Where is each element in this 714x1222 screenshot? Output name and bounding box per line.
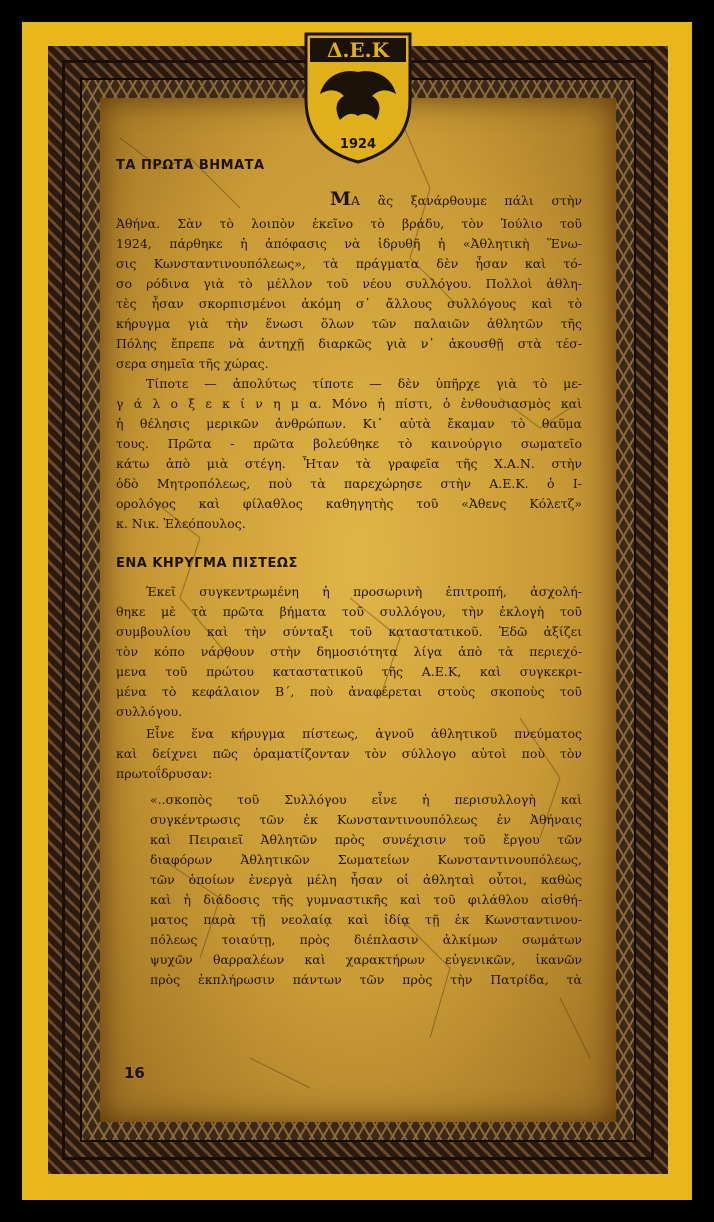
- text-line: πρωτοΐδρυσαν:: [116, 766, 213, 781]
- quote-line: συγκέντρωσις τῶν ἐκ Κωνσταντινουπόλεως ἐν Ἀθήναις: [150, 812, 582, 827]
- aek-logo: [300, 30, 416, 166]
- text-line: μένα τὸ κεφάλαιον Β´, ποὺ ἀναφέρεται στοὺς σκοποὺς τοῦ: [116, 684, 582, 699]
- quote-line: καὶ Πειραιεῖ Ἀθλητῶν πρὸς συνέχισιν τοῦ ἔργου τῶν: [150, 832, 582, 847]
- text-line: σις Κωνσταντινουπόλεως», τὰ πράγματα δὲν ἦσαν καὶ τό-: [116, 256, 582, 271]
- text-line: Τίποτε — ἀπολύτως τίποτε — δὲν ὑπῆρχε γιὰ τὸ με-: [146, 376, 582, 391]
- text-line: καὶ δείχνει πῶς ὁραματίζονταν τὸν σύλλογο αὐτοὶ ποὺ τὸν: [116, 746, 582, 761]
- text-line: ὁδὸ Μητροπόλεως, ποὺ τὰ παρεχώρησε στὴν Α.Ε.Κ. ὁ Ι-: [116, 476, 582, 491]
- text-line: Ἐκεῖ συγκεντρωμένη ἡ προσωρινὴ ἐπιτροπή, ἀσχολή-: [146, 584, 582, 599]
- text-line: κάτω ἀπὸ μιὰ στέγη. Ἦταν τὰ γραφεῖα τῆς Χ.Α.Ν. στὴν: [116, 456, 582, 471]
- text-line: συμβουλίου καὶ τὴν σύνταξι τοῦ καταστατικοῦ. Ἐδῶ ἀξίζει: [116, 624, 582, 639]
- text-line: ἡ θέλησις μερικῶν ἀνθρώπων. Κι᾿ αὐτὰ ἔκαμαν τὸ θαῦμα: [116, 416, 582, 431]
- text-line: κήρυγμα γιὰ τὴν ἕνωσι ὅλων τῶν παλαιῶν ἀθλητῶν τῆς: [116, 316, 582, 331]
- quote-line: πρὸς ἐκπλήρωσιν πάντων τῶν πρὸς τὴν Πατρίδα, τὰ: [150, 972, 582, 987]
- text-line: Εἶνε ἕνα κήρυγμα πίστεως, ἁγνοῦ ἀθλητικοῦ πνεύματος: [146, 726, 582, 741]
- first-line-text: Α ἂς ξανάρθουμε πάλι στὴν: [351, 193, 582, 208]
- text-line: κ. Νικ. Ἐλεόπουλος.: [116, 516, 246, 531]
- first-line: [330, 188, 582, 210]
- quote-line: πόλεως τοιαύτῃ, πρὸς διέπλασιν ἀλκίμων σωμάτων: [150, 932, 582, 947]
- text-line: σερα σημεῖα τῆς χώρας.: [116, 356, 269, 371]
- page-number: 16: [124, 1064, 145, 1082]
- text-line: σο ρόδινα γιὰ τὸ μέλλον τοῦ νέου συλλόγου. Πολλοὶ ἀθλη-: [116, 276, 582, 291]
- text-line: θηκε μὲ τὰ πρῶτα βήματα τοῦ συλλόγου, τὴν ἐκλογὴ τοῦ: [116, 604, 582, 619]
- quote-line: ματος παρὰ τῇ νεολαίᾳ καὶ ἰδίᾳ τῇ ἐκ Κωνσταντινου-: [150, 912, 582, 927]
- text-line: τὲς ἦσαν σκορπισμένοι ἀκόμη σ᾿ ἄλλους συλλόγους καὶ τὸ: [116, 296, 582, 311]
- text-line: ορολόγος καὶ φίλαθλος καθηγητὴς τοῦ «Ἀθενς Κόλετζ»: [116, 496, 582, 511]
- section-title-sermon-of-faith: ΕΝΑ ΚΗΡΥΓΜΑ ΠΙΣΤΕΩΣ: [116, 556, 298, 571]
- logo-year: 1924: [339, 137, 377, 152]
- quote-line: ψυχῶν θαρραλέων καὶ χαρακτήρων εὐγενικῶν, ἱκανῶν: [150, 952, 582, 967]
- text-line: 1924, πάρθηκε ἡ ἀπόφασις νὰ ἱδρυθῆ ἡ «Ἀθλητικὴ Ἕνω-: [116, 236, 582, 251]
- text-line: τὸν κόπο νάρθουν στὴν δημοσιότητα λίγα ἀπὸ τὰ περιεχό-: [116, 644, 582, 659]
- logo-letters: Δ.Ε.Κ: [326, 38, 390, 62]
- text-line: Ἀθήνα. Σὰν τὸ λοιπὸν ἐκεῖνο τὸ βράδυ, τὸν Ἰούλιο τοῦ: [116, 216, 582, 231]
- text-line: γ ά λ ο ξ ε κ ί ν η μ α. Μόνο ἡ πίστι, ὁ ἐνθουσιασμὸς καὶ: [116, 396, 582, 411]
- quote-line: καὶ ἡ διάδοσις τῆς γυμναστικῆς καὶ τοῦ φιλάθλου αἰσθή-: [150, 892, 582, 907]
- quote-line: διαφόρων Ἀθλητικῶν Σωματείων Κωνσταντινουπόλεως,: [150, 852, 582, 867]
- text-line: μενα τοῦ πρώτου καταστατικοῦ τῆς Α.Ε.Κ, καὶ συγκεκρι-: [116, 664, 582, 679]
- text-line: τους. Πρῶτα - πρῶτα βολεύθηκε τὸ καινούργιο σωματεῖο: [116, 436, 582, 451]
- text-line: συλλόγου.: [116, 704, 183, 719]
- text-line: Πόλης ἔπρεπε νὰ ἀντηχῇ διαρκῶς γιὰ ν᾿ ἀκουσθῇ στὰ τέσ-: [116, 336, 582, 351]
- section-title-first-steps: ΤΑ ΠΡΩΤΑ ΒΗΜΑΤΑ: [116, 158, 265, 173]
- dropcap: Μ: [330, 188, 352, 210]
- quote-line: «..σκοπὸς τοῦ Συλλόγου εἶνε ἡ περισυλλογὴ καὶ: [150, 792, 582, 807]
- quote-line: τῶν ὁποίων ἐνεργὰ μέλη ἦσαν οἱ ἀθληταὶ οὗτοι, καθὼς: [150, 872, 582, 887]
